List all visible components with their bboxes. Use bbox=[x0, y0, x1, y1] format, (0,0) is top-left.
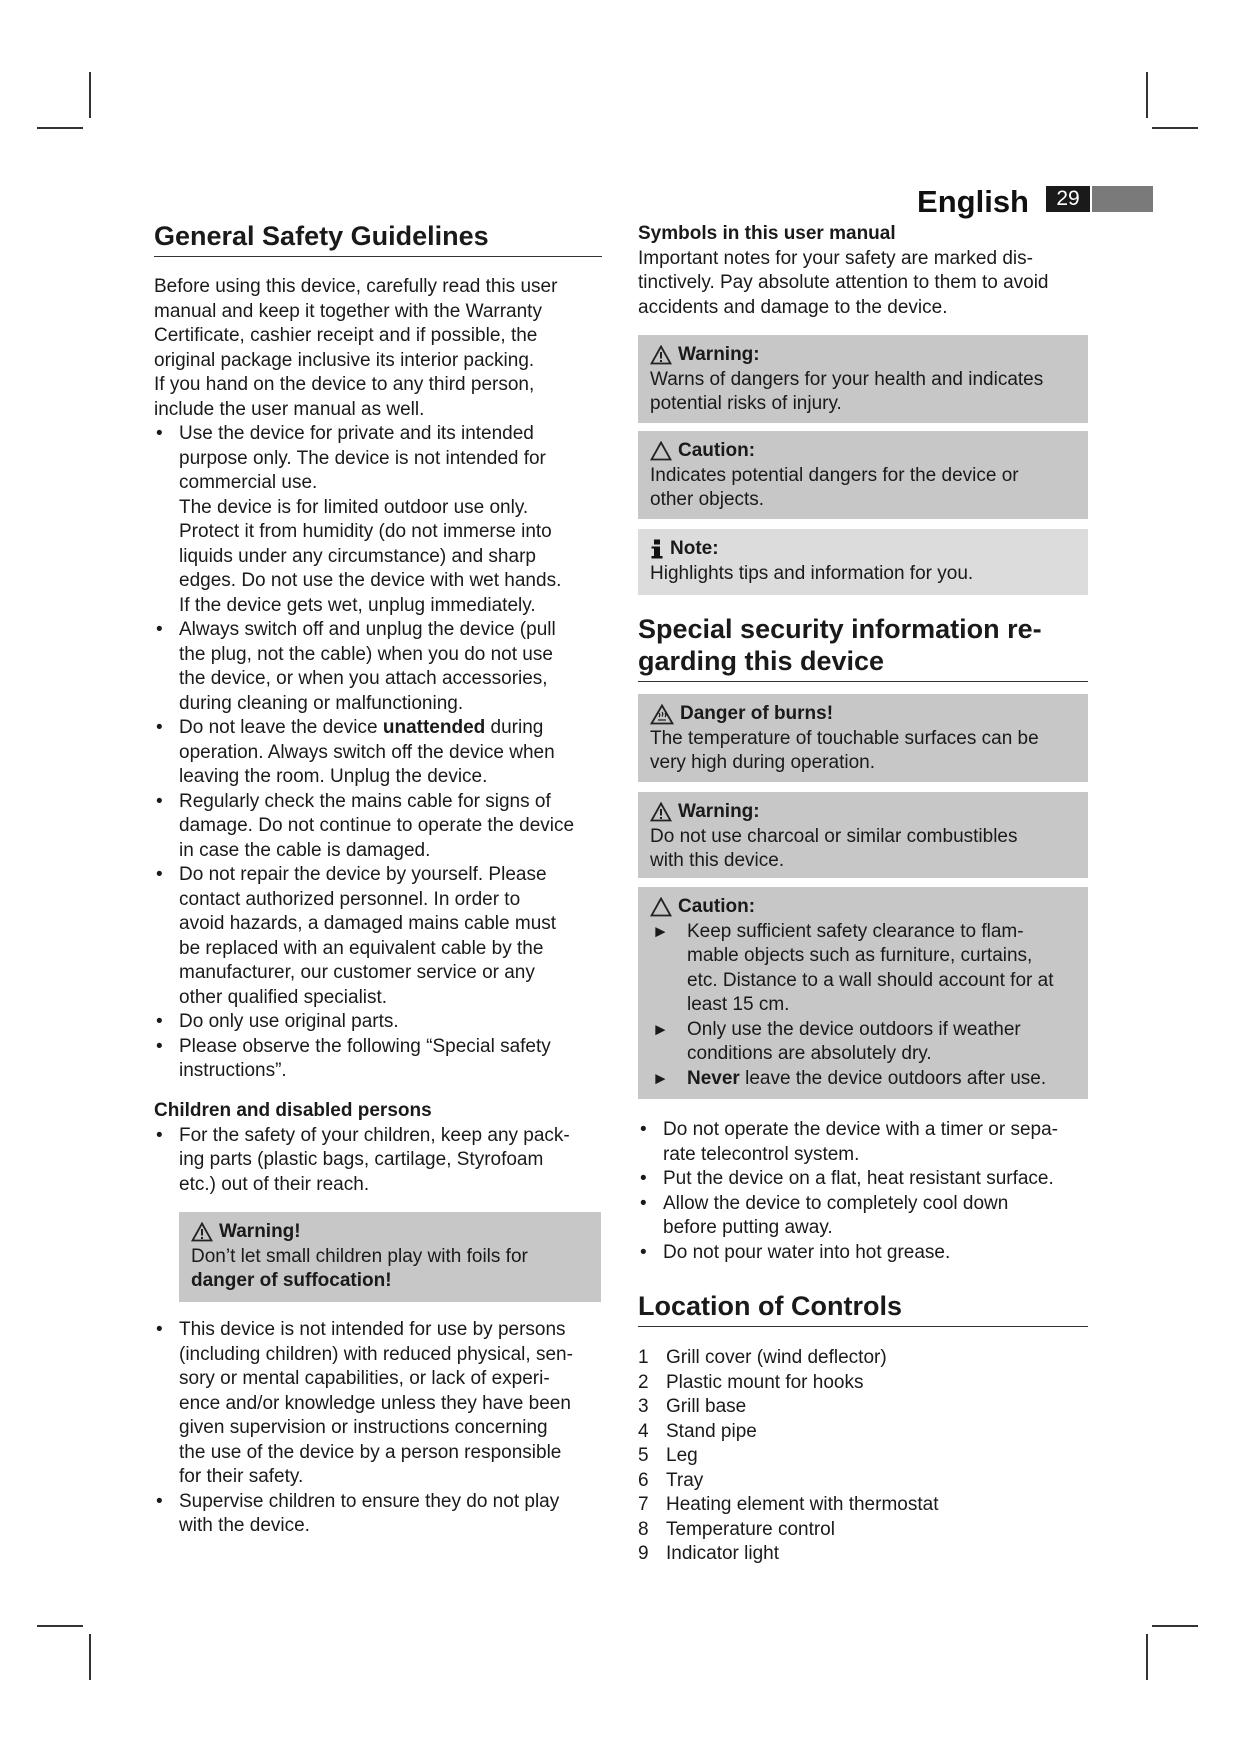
item-label: Stand pipe bbox=[666, 1420, 757, 1442]
text-line: include the user manual as well. bbox=[154, 398, 425, 420]
text-line: The device is for limited outdoor use only. bbox=[179, 496, 529, 518]
item-label: Leg bbox=[666, 1445, 698, 1466]
hot-surface-icon bbox=[650, 704, 674, 725]
language-label: English bbox=[917, 184, 1029, 219]
box-title bbox=[650, 537, 1076, 562]
list-item bbox=[638, 1167, 1088, 1192]
list-item bbox=[154, 1318, 602, 1490]
list-item bbox=[638, 1542, 1088, 1567]
box-title bbox=[650, 895, 1076, 920]
bold-span: Never bbox=[687, 1067, 740, 1089]
subheading: Children and disabled persons bbox=[154, 1100, 432, 1121]
box-text: Highlights tips and information for you. bbox=[650, 562, 974, 584]
box-text: Warns of dangers for your health and indicates bbox=[650, 368, 1044, 390]
title-line: Special security information re- bbox=[638, 614, 1042, 644]
text-line: ► Keep sufficient safety clearance to flam- bbox=[687, 920, 1024, 942]
danger-burns-box bbox=[638, 694, 1088, 782]
crop-mark bbox=[37, 127, 83, 129]
text-span: Do not leave the device bbox=[179, 717, 383, 738]
text-line: Important notes for your safety are marked dis- bbox=[638, 247, 1033, 269]
bullet-list bbox=[638, 1118, 1088, 1265]
list-item bbox=[638, 1469, 1088, 1494]
controls-list-wrap bbox=[638, 1346, 1088, 1567]
note-box bbox=[638, 529, 1088, 595]
text-span: during bbox=[485, 717, 544, 738]
text-line: Before using this device, carefully read this user bbox=[154, 276, 558, 297]
text-line: for their safety. bbox=[179, 1466, 304, 1487]
warning-triangle-icon bbox=[650, 345, 672, 365]
list-item bbox=[638, 1518, 1088, 1543]
caution-triangle-icon bbox=[650, 897, 672, 917]
children-bullets-bottom bbox=[154, 1318, 602, 1539]
text-line: (including children) with reduced physical, sen- bbox=[179, 1343, 573, 1365]
text-line: • Do not pour water into hot grease. bbox=[663, 1241, 951, 1263]
text-line: in case the cable is damaged. bbox=[179, 839, 431, 861]
section-title: General Safety Guidelines bbox=[154, 220, 602, 257]
text-line: with the device. bbox=[179, 1515, 310, 1536]
text-line: original package inclusive its interior packing. bbox=[154, 349, 535, 371]
box-title-text: Warning: bbox=[678, 344, 760, 365]
box-title-text: Caution: bbox=[678, 896, 756, 917]
list-item bbox=[638, 1444, 1088, 1469]
item-label: Grill base bbox=[666, 1396, 747, 1417]
box-text: The temperature of touchable surfaces can be bbox=[650, 727, 1039, 749]
item-label: Temperature control bbox=[666, 1518, 835, 1540]
box-title-text: Warning: bbox=[678, 801, 760, 822]
warning-triangle-icon bbox=[191, 1222, 213, 1242]
crop-mark bbox=[89, 72, 91, 118]
text-line: mable objects such as furniture, curtains, bbox=[687, 945, 1033, 966]
box-title-text: Caution: bbox=[678, 440, 756, 461]
text-line: • Always switch off and unplug the device (pull bbox=[179, 619, 556, 640]
list-item bbox=[154, 1490, 602, 1539]
box-title bbox=[191, 1220, 589, 1245]
box-text: other objects. bbox=[650, 489, 765, 510]
text-line: rate telecontrol system. bbox=[663, 1143, 860, 1165]
title-line: garding this device bbox=[638, 646, 885, 676]
list-item bbox=[154, 618, 602, 716]
safety-bullets bbox=[154, 422, 602, 1084]
text-line: the device, or when you attach accessories, bbox=[179, 668, 548, 689]
text-line: before putting away. bbox=[663, 1217, 833, 1238]
caution-triangle-icon bbox=[650, 441, 672, 461]
text-line: • Supervise children to ensure they do not play bbox=[179, 1490, 560, 1512]
text-line: • For the safety of your children, keep any pack- bbox=[179, 1124, 570, 1146]
box-text: with this device. bbox=[650, 850, 785, 871]
bold-span: unattended bbox=[382, 717, 486, 738]
list-item bbox=[154, 1035, 602, 1084]
list-item bbox=[638, 1493, 1088, 1518]
box-title bbox=[650, 702, 1076, 727]
box-text: Do not use charcoal or similar combustibles bbox=[650, 825, 1018, 847]
box-title-text: Warning! bbox=[219, 1221, 301, 1242]
text-line: • Do not repair the device by yourself. Please bbox=[179, 864, 547, 885]
list-item bbox=[638, 1241, 1088, 1266]
section-title bbox=[638, 613, 1088, 682]
text-line: • Put the device on a flat, heat resistant surface. bbox=[663, 1168, 1054, 1189]
list-item bbox=[638, 1395, 1088, 1420]
list-item bbox=[650, 1018, 1076, 1067]
caution-list bbox=[650, 920, 1076, 1092]
caution-box-clearance bbox=[638, 887, 1088, 1099]
children-section bbox=[154, 1099, 602, 1197]
item-label: Grill cover (wind deflector) bbox=[666, 1347, 887, 1368]
text-line: • Do only use original parts. bbox=[179, 1011, 399, 1032]
warning-box-children bbox=[179, 1212, 601, 1302]
item-number: 7 bbox=[638, 1494, 649, 1515]
text-line: ► Only use the device outdoors if weather bbox=[687, 1018, 1021, 1040]
text-line: conditions are absolutely dry. bbox=[687, 1043, 932, 1064]
text-line: • Use the device for private and its intended bbox=[179, 423, 534, 444]
item-label: Tray bbox=[666, 1469, 704, 1491]
text-line: sory or mental capabilities, or lack of experi- bbox=[179, 1368, 550, 1389]
list-item bbox=[638, 1420, 1088, 1445]
special-security-section bbox=[638, 613, 1088, 682]
text-line: leaving the room. Unplug the device. bbox=[179, 766, 488, 787]
text-line: be replaced with an equivalent cable by the bbox=[179, 937, 544, 959]
box-title bbox=[650, 800, 1076, 825]
item-number: 1 bbox=[638, 1347, 649, 1368]
item-label: Indicator light bbox=[666, 1543, 780, 1564]
text-line: edges. Do not use the device with wet hands. bbox=[179, 570, 562, 591]
text-line: manual and keep it together with the Warranty bbox=[154, 300, 542, 322]
text-line: the plug, not the cable) when you do not use bbox=[179, 643, 553, 665]
list-item bbox=[154, 863, 602, 1010]
text-line: • Do not operate the device with a timer or sepa- bbox=[663, 1119, 1058, 1140]
crop-mark bbox=[1152, 1625, 1198, 1627]
crop-mark bbox=[1152, 127, 1198, 129]
list-item bbox=[638, 1346, 1088, 1371]
text-line: etc.) out of their reach. bbox=[179, 1173, 370, 1195]
general-safety-section bbox=[154, 220, 602, 257]
item-number: 2 bbox=[638, 1371, 649, 1393]
text-line: liquids under any circumstance) and sharp bbox=[179, 545, 536, 567]
warning-box bbox=[638, 335, 1088, 423]
box-title bbox=[650, 439, 1076, 464]
crop-mark bbox=[89, 1634, 91, 1680]
symbols-section bbox=[638, 222, 1088, 320]
text-line: • Please observe the following “Special safety bbox=[179, 1035, 551, 1057]
location-of-controls-section bbox=[638, 1290, 1088, 1327]
text-line bbox=[179, 716, 602, 741]
crop-mark bbox=[1146, 1634, 1148, 1680]
text-line: avoid hazards, a damaged mains cable must bbox=[179, 913, 557, 934]
text-line: during cleaning or malfunctioning. bbox=[179, 692, 464, 714]
children-bullets bbox=[154, 1124, 602, 1198]
item-number: 5 bbox=[638, 1445, 649, 1466]
crop-mark bbox=[1146, 72, 1148, 118]
text-line: least 15 cm. bbox=[687, 994, 790, 1015]
list-item bbox=[154, 716, 602, 790]
item-number: 9 bbox=[638, 1543, 649, 1564]
text-line: instructions”. bbox=[179, 1060, 287, 1081]
box-title-text: Danger of burns! bbox=[680, 703, 834, 724]
box-text: Don’t let small children play with foils for bbox=[191, 1245, 528, 1267]
text-line: tinctively. Pay absolute attention to them to avoid bbox=[638, 272, 1049, 293]
item-label: Plastic mount for hooks bbox=[666, 1371, 864, 1393]
list-item bbox=[638, 1371, 1088, 1396]
text-line: Certificate, cashier receipt and if possible, the bbox=[154, 325, 538, 346]
text-line: manufacturer, our customer service or any bbox=[179, 962, 535, 983]
text-line: Protect it from humidity (do not immerse into bbox=[179, 521, 552, 542]
list-item bbox=[650, 1067, 1076, 1092]
list-item bbox=[638, 1118, 1088, 1167]
box-text: very high during operation. bbox=[650, 752, 875, 773]
text-line: • This device is not intended for use by persons bbox=[179, 1319, 566, 1340]
text-line: ing parts (plastic bags, cartilage, Styrofoam bbox=[179, 1149, 544, 1170]
device-bullets bbox=[638, 1118, 1088, 1265]
box-text: potential risks of injury. bbox=[650, 393, 842, 414]
text-span: leave the device outdoors after use. bbox=[739, 1067, 1047, 1089]
controls-list bbox=[638, 1346, 1088, 1567]
list-item bbox=[154, 1010, 602, 1035]
text-line: purpose only. The device is not intended for bbox=[179, 447, 546, 469]
text-line: etc. Distance to a wall should account for at bbox=[687, 969, 1054, 991]
text-line: • Regularly check the mains cable for signs of bbox=[179, 790, 551, 812]
text-line: contact authorized personnel. In order to bbox=[179, 888, 521, 910]
text-line: given supervision or instructions concerning bbox=[179, 1417, 548, 1438]
text-line: If you hand on the device to any third person, bbox=[154, 374, 535, 395]
text-line: damage. Do not continue to operate the device bbox=[179, 815, 575, 836]
item-number: 3 bbox=[638, 1396, 649, 1417]
text-line bbox=[687, 1067, 1076, 1092]
item-number: 4 bbox=[638, 1420, 649, 1442]
section-title: Location of Controls bbox=[638, 1290, 1088, 1327]
list-item bbox=[154, 422, 602, 618]
text-line: • Allow the device to completely cool down bbox=[663, 1192, 1009, 1214]
box-text: Indicates potential dangers for the device or bbox=[650, 464, 1019, 486]
list-item bbox=[650, 920, 1076, 1018]
caution-box bbox=[638, 431, 1088, 519]
text-line: operation. Always switch off the device when bbox=[179, 741, 555, 763]
text-line: If the device gets wet, unplug immediately. bbox=[179, 594, 536, 616]
text-line: the use of the device by a person responsible bbox=[179, 1441, 562, 1463]
page-number-box bbox=[1046, 186, 1153, 212]
text-line: accidents and damage to the device. bbox=[638, 296, 948, 318]
page-number: 29 bbox=[1046, 186, 1092, 212]
item-label: Heating element with thermostat bbox=[666, 1494, 939, 1515]
item-number: 8 bbox=[638, 1518, 649, 1540]
box-title-text: Note: bbox=[670, 538, 719, 559]
crop-mark bbox=[37, 1625, 83, 1627]
bullet-list bbox=[154, 1318, 602, 1539]
list-item bbox=[154, 1124, 602, 1198]
box-title bbox=[650, 343, 1076, 368]
warning-triangle-icon bbox=[650, 802, 672, 822]
box-text-bold: danger of suffocation! bbox=[191, 1270, 392, 1291]
subheading: Symbols in this user manual bbox=[638, 223, 896, 244]
list-item bbox=[638, 1192, 1088, 1241]
text-line: other qualified specialist. bbox=[179, 986, 388, 1008]
info-icon bbox=[650, 539, 664, 559]
list-item bbox=[154, 790, 602, 864]
item-number: 6 bbox=[638, 1469, 649, 1491]
intro-text bbox=[154, 275, 602, 1084]
text-line: commercial use. bbox=[179, 472, 318, 493]
text-line: ence and/or knowledge unless they have been bbox=[179, 1392, 571, 1414]
warning-box-charcoal bbox=[638, 792, 1088, 878]
